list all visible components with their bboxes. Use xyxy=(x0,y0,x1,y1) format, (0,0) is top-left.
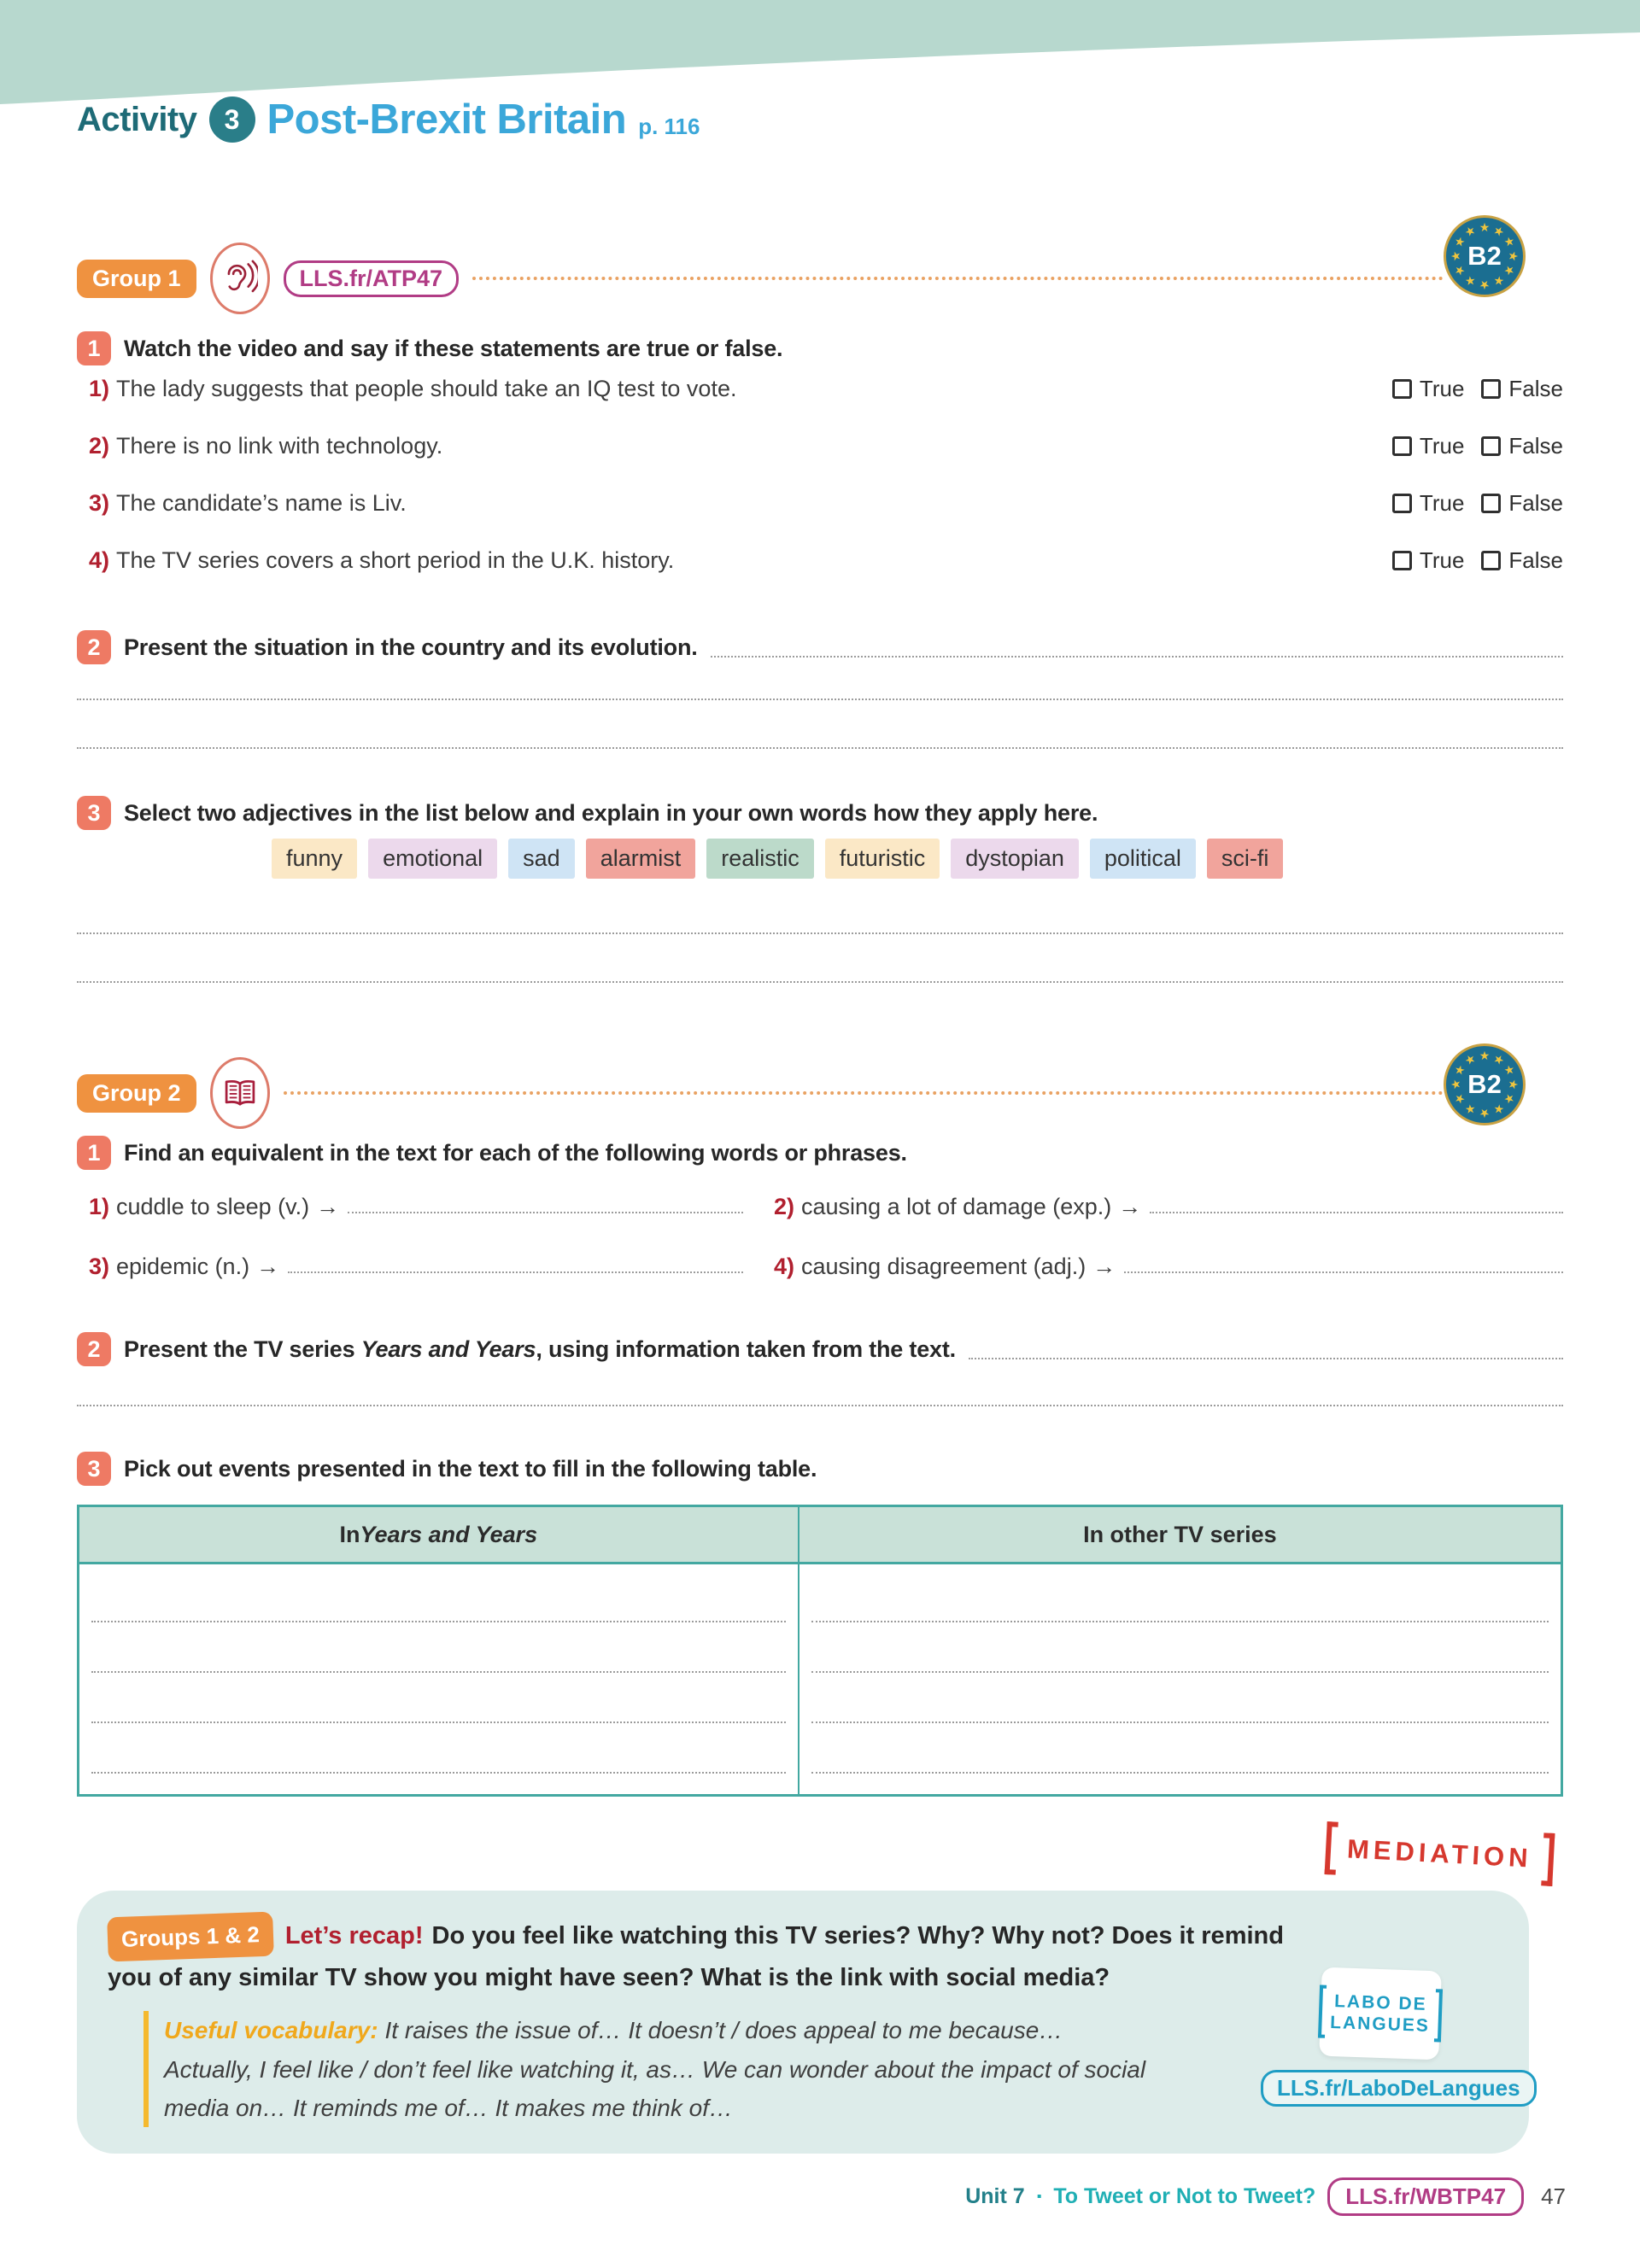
answer-line[interactable] xyxy=(77,699,1563,700)
exercise-number-badge: 3 xyxy=(77,1452,111,1486)
g1-ex3-heading: 3 Select two adjectives in the list below and explain in your own words how they apply here. xyxy=(77,796,1563,830)
adjective-chip: sad xyxy=(508,839,575,879)
group1-video-link[interactable]: LLS.fr/ATP47 xyxy=(284,260,460,297)
statement-row: 3) The candidate’s name is Liv. True False xyxy=(89,490,1563,516)
page-reference: p. 116 xyxy=(638,114,700,139)
answer-line[interactable] xyxy=(969,1358,1563,1359)
exercise-number-badge: 3 xyxy=(77,796,111,830)
adjective-chip: sci-fi xyxy=(1207,839,1284,879)
answer-line[interactable] xyxy=(1150,1212,1563,1213)
activity-number-badge: 3 xyxy=(209,96,255,143)
answer-line[interactable] xyxy=(288,1271,743,1273)
group2-badge: Group 2 xyxy=(77,1074,196,1113)
answer-line[interactable] xyxy=(1124,1271,1563,1273)
table-cell-years[interactable] xyxy=(79,1564,800,1794)
exercise-number-badge: 2 xyxy=(77,630,111,664)
answer-line[interactable] xyxy=(77,981,1563,983)
adjective-list xyxy=(272,839,1283,879)
table-header-row xyxy=(79,1507,1561,1564)
adjective-chip: political xyxy=(1090,839,1196,879)
true-checkbox[interactable] xyxy=(1392,494,1412,513)
recap-box xyxy=(77,1891,1529,2154)
footer-unit: Unit 7 xyxy=(965,2184,1025,2208)
arrow-icon: → xyxy=(1118,1194,1142,1219)
open-book-icon xyxy=(210,1057,270,1129)
adjective-chip: futuristic xyxy=(825,839,940,879)
statement-row: 1) The lady suggests that people should take an IQ test to vote. True False xyxy=(89,376,1563,401)
arrow-icon: → xyxy=(256,1254,280,1279)
table-body-row xyxy=(79,1564,1561,1794)
exercise-number-badge: 1 xyxy=(77,331,111,365)
adjective-chip: emotional xyxy=(368,839,497,879)
page-number: 47 xyxy=(1541,2183,1566,2209)
statement-row: 4) The TV series covers a short period in the U.K. history. True False xyxy=(89,547,1563,573)
page-title: Post-Brexit Britain xyxy=(266,96,627,143)
footer-separator: ▪ xyxy=(1036,2189,1042,2204)
table-cell-other[interactable] xyxy=(800,1564,1561,1794)
activity-label: Activity xyxy=(77,100,197,138)
adjective-chip: realistic xyxy=(706,839,814,879)
arrow-icon: → xyxy=(1092,1254,1116,1279)
equivalent-item: 2) causing a lot of damage (exp.) → xyxy=(774,1194,1563,1220)
mediation-stamp: MEDIATION xyxy=(1325,1821,1555,1886)
ear-icon xyxy=(210,243,270,314)
leader-dots xyxy=(284,1091,1444,1095)
exercise-number-badge: 2 xyxy=(77,1332,111,1366)
activity-header xyxy=(77,96,700,143)
cefr-level-badge: B2 ★ ★ ★ ★ ★ ★ ★ ★ ★ ★ ★ ★ xyxy=(1444,215,1526,297)
lets-recap-label: Let’s recap! xyxy=(284,1921,424,1949)
equivalent-row xyxy=(89,1194,1563,1220)
equivalent-item: 3) epidemic (n.) → xyxy=(89,1254,743,1280)
answer-line[interactable] xyxy=(711,656,1563,658)
group1-header-row xyxy=(77,243,1444,314)
table-header-other-series: In other TV series xyxy=(1083,1521,1277,1547)
group1-badge: Group 1 xyxy=(77,260,196,298)
adjective-chip: funny xyxy=(272,839,357,879)
groups-1-2-badge: Groups 1 & 2 xyxy=(107,1912,274,1962)
adjective-chip: alarmist xyxy=(586,839,696,879)
events-table xyxy=(77,1505,1563,1797)
true-checkbox[interactable] xyxy=(1392,551,1412,570)
true-checkbox[interactable] xyxy=(1392,379,1412,399)
exercise-number-badge: 1 xyxy=(77,1136,111,1170)
false-checkbox[interactable] xyxy=(1481,494,1501,513)
leader-dots xyxy=(472,277,1444,280)
arrow-icon: → xyxy=(316,1194,340,1219)
answer-line[interactable] xyxy=(77,1405,1563,1406)
equivalent-item: 1) cuddle to sleep (v.) → xyxy=(89,1194,743,1220)
g1-ex1-heading: 1 Watch the video and say if these statements are true or false. xyxy=(77,331,1563,365)
equivalent-row xyxy=(89,1254,1563,1280)
page-footer xyxy=(965,2177,1566,2216)
labo-de-langues-stamp: LABO DE LANGUES xyxy=(1319,1967,1442,2060)
g2-ex2-heading: 2 Present the TV series Years and Years, using information taken from the text. xyxy=(77,1332,1563,1366)
footer-unit-title: To Tweet or Not to Tweet? xyxy=(1053,2184,1316,2208)
g2-ex3-heading: 3 Pick out events presented in the text to fill in the following table. xyxy=(77,1452,1563,1486)
cefr-level-badge: B2 ★ ★ ★ ★ ★ ★ ★ ★ ★ ★ ★ ★ xyxy=(1444,1043,1526,1125)
statement-row: 2) There is no link with technology. True False xyxy=(89,433,1563,459)
recap-question: Groups 1 & 2 Let’s recap! Do you feel like watching this TV series? Why? Why not? Does it remind you of any similar TV show you might have seen? What is the link with social media? xyxy=(108,1914,1321,1997)
labo-de-langues-link[interactable]: LLS.fr/LaboDeLangues xyxy=(1261,2070,1537,2107)
false-checkbox[interactable] xyxy=(1481,436,1501,456)
adjective-chip: dystopian xyxy=(951,839,1079,879)
answer-line[interactable] xyxy=(77,747,1563,749)
table-header-years-and-years: In Years and Years xyxy=(79,1507,800,1562)
footer-workbook-link[interactable]: LLS.fr/WBTP47 xyxy=(1327,2177,1524,2216)
group2-header-row xyxy=(77,1057,1444,1129)
true-checkbox[interactable] xyxy=(1392,436,1412,456)
top-wave-band xyxy=(0,0,1640,111)
g2-ex1-heading: 1 Find an equivalent in the text for each of the following words or phrases. xyxy=(77,1136,1563,1170)
answer-line[interactable] xyxy=(77,932,1563,934)
g1-ex2-heading: 2 Present the situation in the country and its evolution. xyxy=(77,630,1563,664)
useful-vocabulary: Useful vocabulary: It raises the issue of… It doesn’t / does appeal to me because… Actually, I feel like / don’t feel like watching it, as… We can wonder about the impact of social media on… It reminds me of… It makes me think of… xyxy=(144,2011,1180,2127)
answer-line[interactable] xyxy=(348,1212,743,1213)
false-checkbox[interactable] xyxy=(1481,379,1501,399)
stamp-bracket-right xyxy=(1541,1833,1555,1886)
equivalent-item: 4) causing disagreement (adj.) → xyxy=(774,1254,1563,1280)
false-checkbox[interactable] xyxy=(1481,551,1501,570)
